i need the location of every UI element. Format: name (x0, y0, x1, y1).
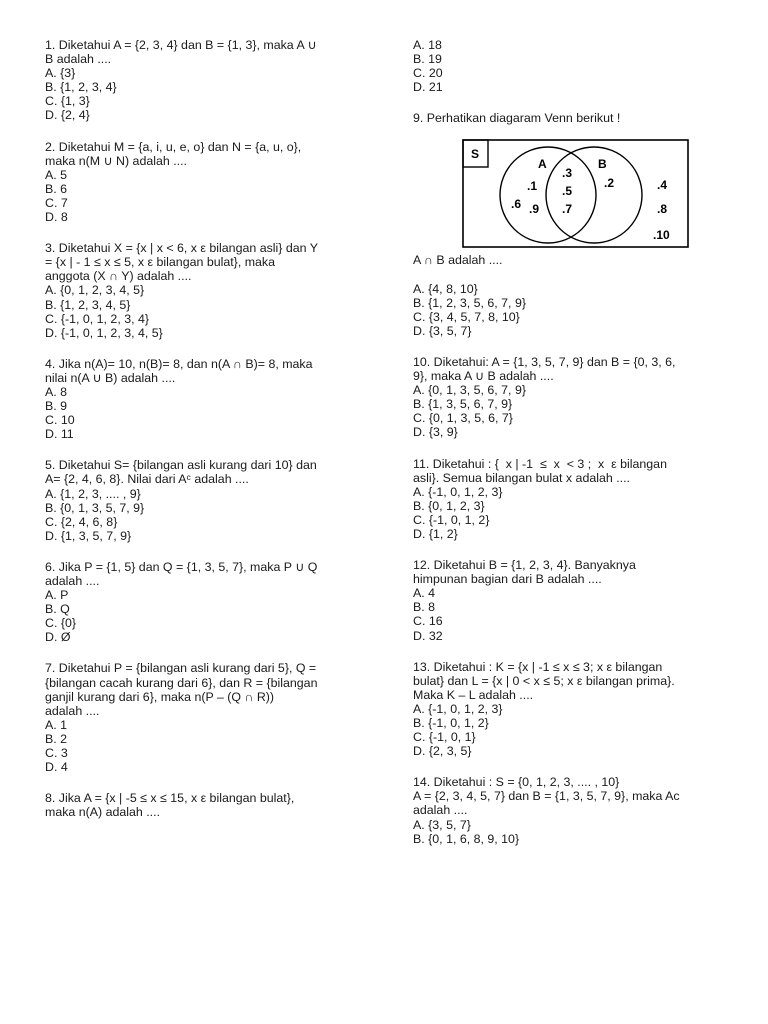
answer-option: B. 8 (413, 600, 436, 615)
answer-option: D. {3, 5, 7} (413, 323, 472, 338)
answer-option: B. {-1, 0, 1, 2} (413, 716, 489, 730)
question-stem-line: ganjil kurang dari 6}, maka n(P – (Q ∩ R)) (45, 689, 275, 704)
question-9-stem: 9. Perhatikan diagaram Venn berikut ! (413, 111, 621, 126)
left-column (45, 38, 370, 836)
answer-option: A. 18 (413, 38, 442, 52)
answer-option: B. 9 (45, 399, 68, 414)
question-item (45, 241, 370, 340)
answer-option: D. {1, 3, 5, 7, 9} (45, 528, 132, 543)
question-stem-line: 11. Diketahui : { x | -1 ≤ x < 3 ; x ε bilangan (413, 456, 667, 471)
venn-element: .8 (657, 202, 668, 217)
question-stem-line: A= {2, 4, 6, 8}. Nilai dari Aᶜ adalah .... (45, 472, 249, 487)
venn-element: .9 (529, 202, 540, 217)
answer-option: C. {-1, 0, 1, 2, 3, 4} (45, 311, 150, 326)
question-stem-line: 9}, maka A ∪ B adalah .... (413, 369, 554, 384)
venn-circle-a (500, 147, 596, 243)
answer-option: B. {1, 2, 3, 4, 5} (45, 297, 131, 312)
question-stem-line: maka n(M ∪ N) adalah .... (45, 153, 187, 168)
answer-option: B. {0, 1, 6, 8, 9, 10} (413, 831, 520, 846)
answer-option: B. {0, 1, 2, 3} (413, 498, 485, 513)
answer-option: C. 20 (413, 66, 443, 81)
question-8-options-continued (413, 38, 731, 94)
venn-element: .10 (653, 228, 670, 243)
answer-option: D. {-1, 0, 1, 2, 3, 4, 5} (45, 325, 163, 340)
answer-option: D. 4 (45, 760, 68, 775)
answer-option: B. 19 (413, 52, 442, 67)
question-stem-line: adalah .... (413, 803, 468, 818)
answer-option: B. {1, 2, 3, 5, 6, 7, 9} (413, 295, 526, 310)
answer-option: C. {1, 3} (45, 94, 90, 109)
question-stem-line: 5. Diketahui S= {bilangan asli kurang dari 10} dan (45, 458, 317, 473)
question-stem-line: 1. Diketahui A = {2, 3, 4} dan B = {1, 3}, maka A ∪ (45, 38, 317, 52)
answer-option: C. {0, 1, 3, 5, 6, 7} (413, 411, 513, 426)
venn-element: .3 (562, 166, 573, 181)
question-item (413, 775, 731, 845)
venn-element: .4 (657, 178, 668, 193)
venn-circle-b (546, 147, 642, 243)
answer-option: B. Q (45, 602, 70, 617)
answer-option: D. {3, 9} (413, 425, 458, 440)
question-stem-line: maka n(A) adalah .... (45, 805, 161, 820)
question-item (45, 791, 370, 819)
right-questions (413, 355, 731, 846)
venn-element: .1 (527, 179, 538, 194)
question-item (45, 458, 370, 543)
answer-option: D. {1, 2} (413, 526, 458, 541)
question-stem-line: anggota (X ∩ Y) adalah .... (45, 269, 192, 284)
answer-option: C. {-1, 0, 1} (413, 730, 476, 745)
answer-option: D. 8 (45, 210, 68, 225)
answer-option: D. Ø (45, 630, 71, 645)
venn-set-b-label: B (598, 157, 607, 172)
answer-option: C. {3, 4, 5, 7, 8, 10} (413, 309, 520, 324)
answer-option: A. 1 (45, 717, 68, 732)
answer-option: D. {2, 3, 5} (413, 744, 472, 759)
answer-option: A. P (45, 588, 69, 603)
question-stem-line: B adalah .... (45, 52, 112, 67)
question-stem-line: bulat} dan L = {x | 0 < x ≤ 5; x ε bilangan prima}. (413, 673, 675, 688)
question-item (45, 661, 370, 774)
answer-option: C. {2, 4, 6, 8} (45, 514, 118, 529)
answer-option: D. 11 (45, 427, 74, 442)
answer-option: A. {-1, 0, 1, 2, 3} (413, 701, 503, 716)
question-stem-line: 7. Diketahui P = {bilangan asli kurang dari 5}, Q = (45, 661, 317, 676)
question-9-prompt: A ∩ B adalah .... (413, 253, 503, 268)
answer-option: D. 32 (413, 628, 443, 643)
answer-option: A. 5 (45, 167, 68, 182)
answer-option: C. 7 (45, 195, 68, 210)
question-item (413, 355, 731, 440)
answer-option: A. {3, 5, 7} (413, 817, 471, 832)
question-item (45, 38, 370, 123)
question-stem-line: 12. Diketahui B = {1, 2, 3, 4}. Banyaknya (413, 558, 636, 573)
question-item (413, 558, 731, 643)
venn-element: .6 (511, 197, 522, 212)
question-stem-line: himpunan bagian dari B adalah .... (413, 572, 602, 587)
right-column (413, 38, 731, 863)
question-stem-line: A = {2, 3, 4, 5, 7} dan B = {1, 3, 5, 7, 9}, maka Ac (413, 789, 680, 804)
answer-option: B. {1, 3, 5, 6, 7, 9} (413, 397, 513, 412)
question-item (413, 660, 731, 759)
answer-option: B. 2 (45, 731, 68, 746)
venn-diagram (462, 139, 690, 251)
answer-option: B. {0, 1, 3, 5, 7, 9} (45, 500, 145, 515)
question-stem-line: asli}. Semua bilangan bulat x adalah .... (413, 470, 630, 485)
question-stem-line: adalah .... (45, 703, 100, 718)
answer-option: C. {0} (45, 616, 77, 631)
answer-option: D. {2, 4} (45, 108, 90, 123)
answer-option: A. 8 (45, 384, 68, 399)
answer-option: D. 21 (413, 80, 443, 95)
question-stem-line: 10. Diketahui: A = {1, 3, 5, 7, 9} dan B = {0, 3, 6, (413, 354, 676, 369)
question-9-options (413, 282, 731, 338)
question-item (45, 357, 370, 442)
question-stem-line: adalah .... (45, 574, 100, 588)
answer-option: A. {1, 2, 3, .... , 9} (45, 486, 141, 501)
venn-element: .5 (562, 184, 573, 199)
question-stem-line: 4. Jika n(A)= 10, n(B)= 8, dan n(A ∩ B)= 8, maka (45, 356, 313, 371)
question-stem-line: = {x | - 1 ≤ x ≤ 5, x ε bilangan bulat}, maka (45, 255, 276, 270)
answer-option: B. {1, 2, 3, 4} (45, 80, 117, 95)
question-stem-line: 6. Jika P = {1, 5} dan Q = {1, 3, 5, 7}, maka P ∪ Q (45, 559, 318, 574)
venn-element: .7 (562, 202, 573, 217)
question-item (413, 457, 731, 542)
venn-universe-label: S (471, 147, 480, 162)
question-item (45, 560, 370, 645)
question-stem-line: 3. Diketahui X = {x | x < 6, x ε bilangan asli} dan Y (45, 241, 319, 256)
question-stem-line: nilai n(A ∪ B) adalah .... (45, 370, 176, 385)
answer-option: A. 4 (413, 586, 436, 601)
question-stem-line: 8. Jika A = {x | -5 ≤ x ≤ 15, x ε bilangan bulat}, (45, 791, 295, 806)
venn-set-a-label: A (538, 157, 547, 172)
answer-option: A. {-1, 0, 1, 2, 3} (413, 484, 503, 499)
answer-option: C. 3 (45, 746, 68, 761)
question-stem-line: 2. Diketahui M = {a, i, u, e, o} dan N = {a, u, o}, (45, 139, 302, 154)
answer-option: C. 16 (413, 614, 443, 629)
answer-option: A. {4, 8, 10} (413, 281, 478, 296)
answer-option: C. 10 (45, 413, 75, 428)
question-9 (413, 111, 731, 338)
answer-option: C. {-1, 0, 1, 2} (413, 512, 490, 527)
answer-option: A. {0, 1, 3, 5, 6, 7, 9} (413, 383, 526, 398)
answer-option: A. {3} (45, 66, 76, 81)
question-item (45, 140, 370, 225)
question-stem-line: 14. Diketahui : S = {0, 1, 2, 3, .... , 10} (413, 775, 620, 790)
question-stem-line: 13. Diketahui : K = {x | -1 ≤ x ≤ 3; x ε bilangan (413, 659, 663, 674)
answer-option: A. {0, 1, 2, 3, 4, 5} (45, 283, 145, 298)
question-stem-line: Maka K – L adalah .... (413, 687, 534, 702)
venn-element: .2 (604, 176, 615, 191)
answer-option: B. 6 (45, 181, 68, 196)
question-stem-line: {bilangan cacah kurang dari 6}, dan R = {bilangan (45, 675, 318, 690)
